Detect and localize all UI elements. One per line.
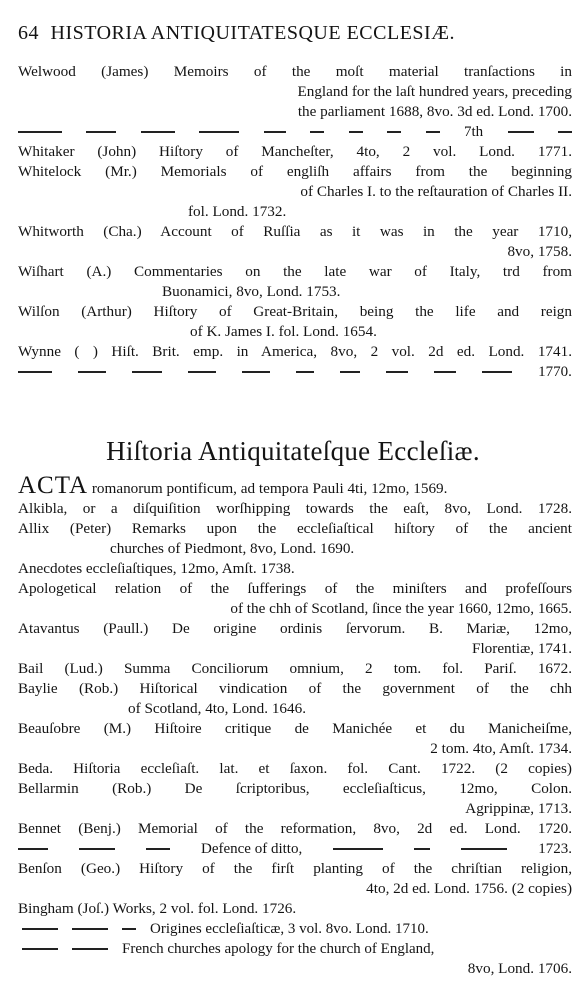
ditto-rule xyxy=(0,122,586,142)
entry-line: 4to, 2d ed. Lond. 1756. (2 copies) xyxy=(366,880,572,897)
entry-alkibla xyxy=(0,499,586,519)
entry-anecdotes xyxy=(0,559,586,579)
entry-line: Alkibla, or a diſquiſition worſhipping towards the eaſt, 8vo, Lond. 1728. xyxy=(18,500,572,517)
entry-french-churches-end xyxy=(0,959,586,979)
entry-line: 2 tom. 4to, Amſt. 1734. xyxy=(430,740,572,757)
entry-bennet xyxy=(0,819,586,839)
entry-line: Whitaker (John) Hiſtory of Mancheſter, 4to, 2 vol. Lond. 1771. xyxy=(18,143,572,160)
entry-line: Beauſobre (M.) Hiſtoire critique de Manichée et du Manicheiſme, xyxy=(18,720,572,737)
entry-line: England for the laſt hundred years, preceding xyxy=(297,83,572,100)
entry-line: Buonamici, 8vo, Lond. 1753. xyxy=(162,283,341,300)
ditto-end: 1723. xyxy=(538,840,572,857)
entry-welwood xyxy=(0,62,586,122)
entry-bail xyxy=(0,659,586,679)
entry-line: Benſon (Geo.) Hiſtory of the firſt planting of the chriſtian religion, xyxy=(18,860,572,877)
entry-line: of the chh of Scotland, ſince the year 1660, 12mo, 1665. xyxy=(230,600,572,617)
entry-line: Bingham (Joſ.) Works, 2 vol. fol. Lond. 1726. xyxy=(18,900,297,917)
entry-line: Allix (Peter) Remarks upon the eccleſiaſtical hiſtory of the ancient xyxy=(18,520,572,537)
entry-line: Beda. Hiſtoria eccleſiaſt. lat. et ſaxon. fol. Cant. 1722. (2 copies) xyxy=(18,760,572,777)
entry-benson xyxy=(0,859,586,899)
entry-line: Atavantus (Paull.) De origine ordinis ſervorum. B. Mariæ, 12mo, xyxy=(18,620,572,637)
ditto-text: Defence of ditto, xyxy=(201,840,303,857)
entry-beda xyxy=(0,759,586,779)
ditto-text: Origines eccleſiaſticæ, 3 vol. 8vo. Lond. 1710. xyxy=(150,920,429,937)
running-head-title: HISTORIA ANTIQUITATESQUE ECCLESIÆ. xyxy=(50,22,455,44)
entry-wynne xyxy=(0,342,586,362)
entry-line: Bellarmin (Rob.) De ſcriptoribus, eccleſiaſticus, 12mo, Colon. xyxy=(18,780,572,797)
entry-line: Whitworth (Cha.) Account of Ruſſia as it was in the year 1710, xyxy=(18,223,572,240)
entry-line: of K. James I. fol. Lond. 1654. xyxy=(190,323,377,340)
entry-line: Welwood (James) Memoirs of the moſt material tranſactions in xyxy=(18,63,572,80)
entry-bellarmin xyxy=(0,779,586,819)
entry-acta xyxy=(0,472,586,499)
entry-beausobre xyxy=(0,719,586,759)
entry-baylie xyxy=(0,679,586,719)
entry-line: Agrippinæ, 1713. xyxy=(465,800,572,817)
entry-whitelock xyxy=(0,162,586,222)
page-number: 64 xyxy=(18,22,39,44)
entry-line xyxy=(0,472,586,499)
ditto-text: 1770. xyxy=(538,363,572,380)
running-head xyxy=(18,22,574,45)
entries-bottom xyxy=(0,472,586,979)
ditto-rule xyxy=(0,919,586,939)
ditto-rule xyxy=(0,362,586,382)
entry-line: fol. Lond. 1732. xyxy=(188,203,287,220)
entry-whitaker xyxy=(0,142,586,162)
entry-line: of Charles I. to the reſtauration of Charles II. xyxy=(300,183,572,200)
entry-allix xyxy=(0,519,586,559)
ditto-text: 7th xyxy=(463,123,484,140)
entry-line: Baylie (Rob.) Hiſtorical vindication of the government of the chh xyxy=(18,680,572,697)
ditto-rule xyxy=(0,839,586,859)
entry-whitworth xyxy=(0,222,586,262)
entry-line: 8vo, Lond. 1706. xyxy=(467,960,572,977)
entries-top xyxy=(0,62,586,382)
entry-line: Wynne ( ) Hiſt. Brit. emp. in America, 8vo, 2 vol. 2d ed. Lond. 1741. xyxy=(18,343,572,360)
entry-line: Bail (Lud.) Summa Conciliorum omnium, 2 tom. fol. Pariſ. 1672. xyxy=(18,660,572,677)
entry-line: 8vo, 1758. xyxy=(507,243,572,260)
entry-line: of Scotland, 4to, Lond. 1646. xyxy=(128,700,307,717)
entry-line: Florentiæ, 1741. xyxy=(472,640,572,657)
entry-atavantus xyxy=(0,619,586,659)
entry-line: the parliament 1688, 8vo. 3d ed. Lond. 1700. xyxy=(297,103,572,120)
entry-wishart xyxy=(0,262,586,302)
entry-line: Anecdotes eccleſiaſtiques, 12mo, Amſt. 1738. xyxy=(18,560,295,577)
entry-apologetical xyxy=(0,579,586,619)
entry-bingham xyxy=(0,899,586,919)
entry-line: Bennet (Benj.) Memorial of the reformation, 8vo, 2d ed. Lond. 1720. xyxy=(18,820,572,837)
entry-line: Apologetical relation of the ſufferings of the miniſters and profeſſours xyxy=(18,580,572,597)
entry-wilson xyxy=(0,302,586,342)
section-title: Hiſtoria Antiquitateſque Eccleſiæ. xyxy=(106,436,480,466)
entry-line: churches of Piedmont, 8vo, Lond. 1690. xyxy=(110,540,355,557)
entry-text: romanorum pontificum, ad tempora Pauli 4ti, 12mo, 1569. xyxy=(88,480,448,497)
ditto-rule xyxy=(0,939,586,959)
entry-line: Wiſhart (A.) Commentaries on the late war of Italy, trd from xyxy=(18,263,572,280)
entry-line: Whitelock (Mr.) Memorials of engliſh affairs from the beginning xyxy=(18,163,572,180)
entry-line: Wilſon (Arthur) Hiſtory of Great-Britain, being the life and reign xyxy=(18,303,572,320)
ditto-text: French churches apology for the church of England, xyxy=(122,940,435,957)
entry-lead: ACTA xyxy=(18,472,89,499)
